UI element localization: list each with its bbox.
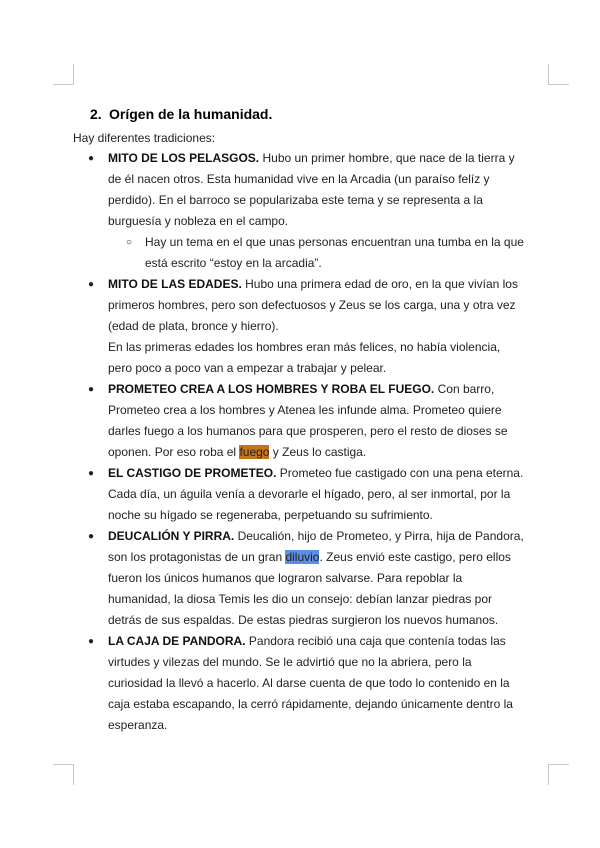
item-text: Deucalión, hijo de Prometeo, y Pirra, hija de Pandora, son los protagonistas de un gran: [108, 529, 524, 564]
section-number: 2.: [90, 106, 102, 122]
list-item-deucalion: [88, 526, 526, 631]
sub-item-text: Hay un tema en el que unas personas encuentran una tumba en la que está escrito “estoy en la arcadia”.: [145, 235, 524, 270]
item-text-after: y Zeus lo castiga.: [269, 445, 367, 459]
item-text: Pandora recibió una caja que contenía todas las virtudes y vilezas del mundo. Se le advirtió que no la abriera, pero la curiosidad la llevó a hacerlo. Al darse cuenta de que todo lo contenido en la caja estaba escapando, la cerró rápidamente, dejando únicamente dentro la esperanza.: [108, 634, 513, 732]
section-heading: [90, 106, 272, 122]
item-text: Prometeo fue castigado con una pena eterna. Cada día, un águila venía a devorarle el hígado, pero, al ser inmortal, por la noche su hígado se regeneraba, perpetuando su sufrimiento.: [108, 466, 524, 522]
hollow-bullet-icon: ○: [126, 237, 133, 248]
item-title: MITO DE LOS PELASGOS.: [108, 151, 260, 165]
item-title: LA CAJA DE PANDORA.: [108, 634, 246, 648]
bullet-list: [88, 148, 526, 736]
highlighted-word-diluvio[interactable]: diluvio: [285, 550, 320, 564]
bullet-icon: ●: [88, 279, 95, 290]
list-item-prometeo-fuego: [88, 379, 526, 463]
list-item-castigo: [88, 463, 526, 526]
bullet-icon: ●: [88, 636, 95, 647]
highlighted-word-fuego[interactable]: fuego: [239, 445, 270, 459]
sub-item: [108, 232, 526, 274]
list-item-pandora: [88, 631, 526, 736]
bullet-icon: ●: [88, 531, 95, 542]
item-title: EL CASTIGO DE PROMETEO.: [108, 466, 277, 480]
list-item-edades: [88, 274, 526, 379]
item-extra-paragraph: En las primeras edades los hombres eran más felices, no había violencia, pero poco a poco van a empezar a trabajar y pelear.: [108, 340, 501, 375]
item-text: Hubo un primer hombre, que nace de la tierra y de él nacen otros. Esta humanidad vive en la Arcadia (un paraíso felíz y perdido). En el barroco se popularizaba este tema y se representa a la burguesía y nobleza en el campo.: [108, 151, 515, 228]
intro-text: Hay diferentes tradiciones:: [73, 131, 216, 145]
crop-mark-bottom-left: [53, 764, 74, 785]
item-title: PROMETEO CREA A LOS HOMBRES Y ROBA EL FUEGO.: [108, 382, 435, 396]
bullet-icon: ●: [88, 384, 95, 395]
item-text: Hubo una primera edad de oro, en la que vivían los primeros hombres, pero son defectuosos y Zeus se los carga, una y otra vez (edad de plata, bronce y hierro).: [108, 277, 518, 333]
item-title: DEUCALIÓN Y PIRRA.: [108, 529, 235, 543]
bullet-icon: ●: [88, 153, 95, 164]
list-item-pelasgos: [88, 148, 526, 274]
bullet-icon: ●: [88, 468, 95, 479]
crop-mark-top-right: [548, 64, 569, 85]
crop-mark-top-left: [53, 64, 74, 85]
crop-mark-bottom-right: [548, 764, 569, 785]
item-text: Con barro, Prometeo crea a los hombres y Atenea les infunde alma. Prometeo quiere darles fuego a los humanos para que prosperen, pero el resto de dioses se oponen. Por eso roba el: [108, 382, 508, 459]
item-text-after: . Zeus envió este castigo, pero ellos fueron los únicos humanos que lograron salvarse. Para repoblar la humanidad, la diosa Temis les dio un consejo: debían lanzar piedras por detrás de sus espaldas. De estas piedras surgieron los nuevos humanos.: [108, 550, 511, 627]
item-title: MITO DE LAS EDADES.: [108, 277, 242, 291]
section-title: Orígen de la humanidad.: [109, 106, 273, 122]
